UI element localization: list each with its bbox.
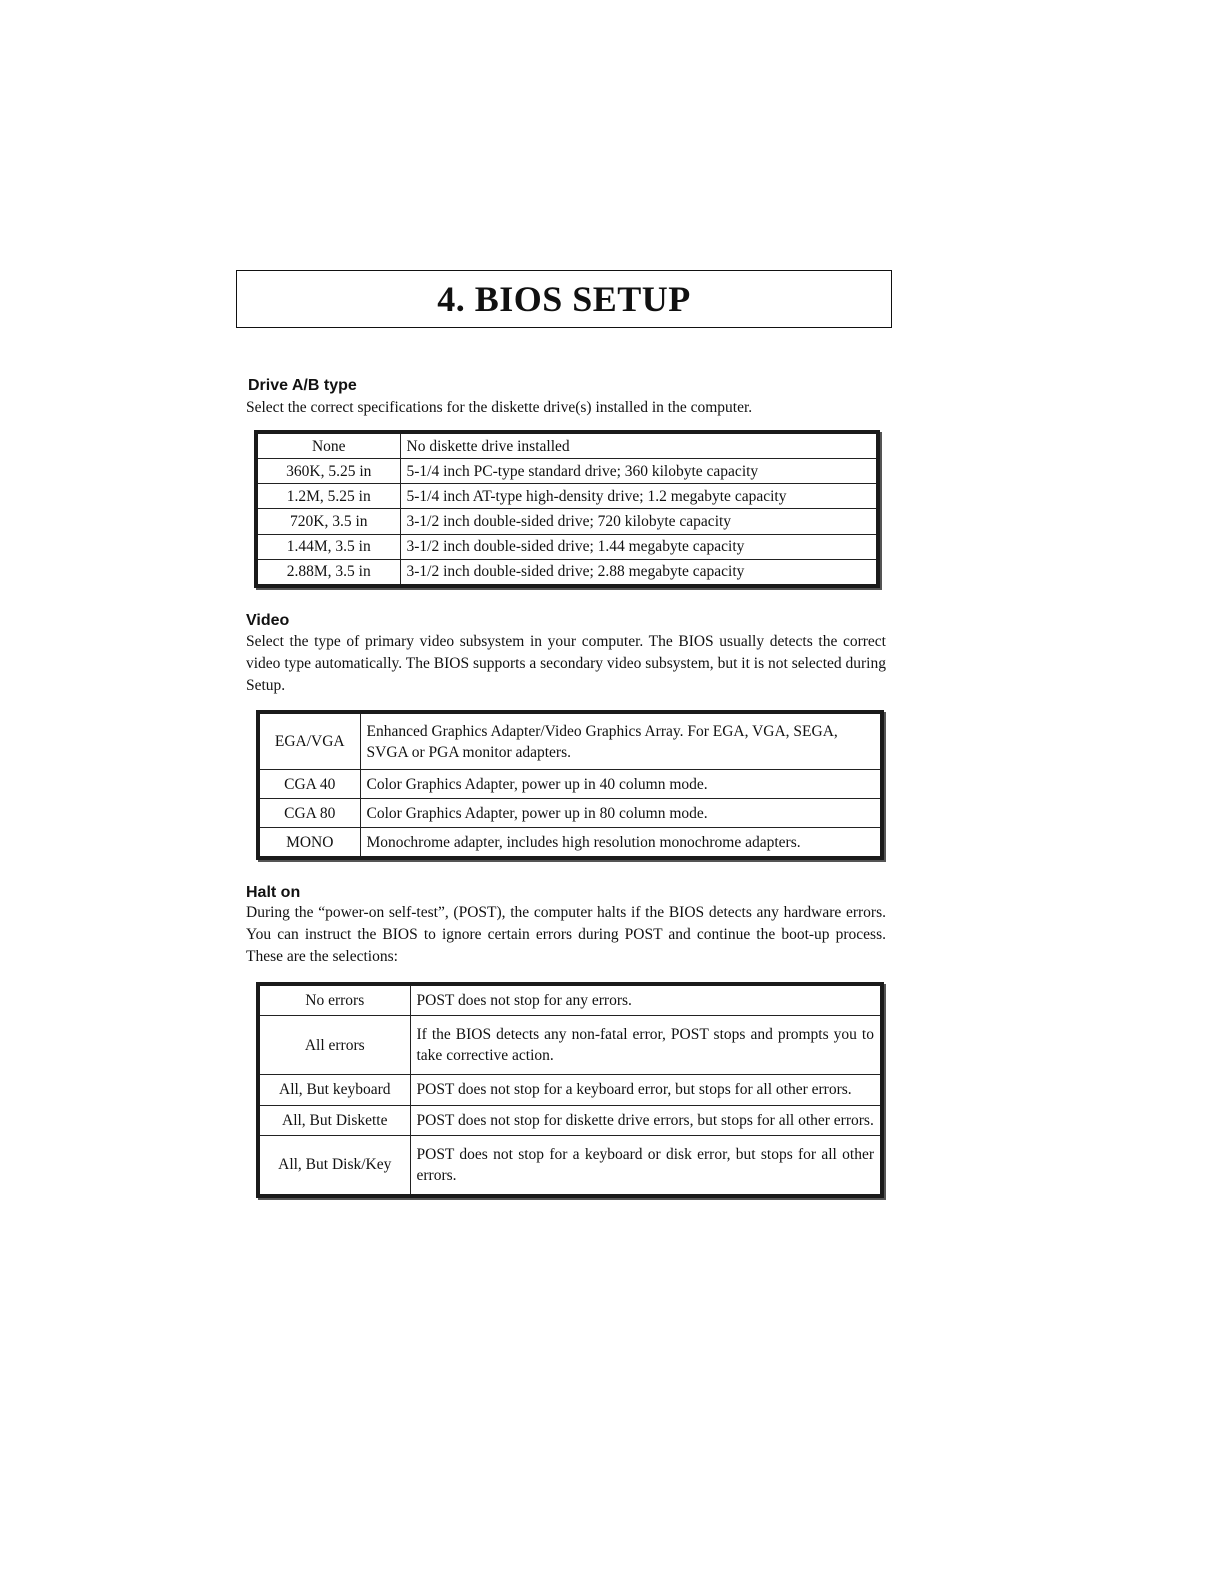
halt-option: All errors [260,1016,410,1075]
halt-description: During the “power-on self-test”, (POST), the computer halts if the BIOS detects any hardware errors. You can instruct the BIOS to ignore certain errors during POST and continue the boot-up process. These are the selections: [246,904,886,965]
video-table [256,710,884,860]
drive-option-desc: 3-1/2 inch double-sided drive; 1.44 megabyte capacity [400,534,876,559]
table-row [260,1105,880,1135]
halt-option: No errors [260,986,410,1016]
drive-description: Select the correct specifications for the diskette drive(s) installed in the computer. [246,399,753,416]
drive-option: 1.2M, 5.25 in [258,484,400,509]
drive-option-desc: 5-1/4 inch AT-type high-density drive; 1.2 megabyte capacity [400,484,876,509]
halt-option: All, But keyboard [260,1075,410,1105]
halt-option-desc: If the BIOS detects any non-fatal error, POST stops and prompts you to take corrective action. [410,1016,880,1075]
page-title: 4. BIOS SETUP [437,279,691,319]
drive-option: 2.88M, 3.5 in [258,559,400,584]
table-row [260,828,880,856]
halt-option-desc: POST does not stop for a keyboard or disk error, but stops for all other errors. [416,1145,874,1184]
halt-option-desc: POST does not stop for diskette drive errors, but stops for all other errors. [410,1105,880,1135]
drive-option-desc: 3-1/2 inch double-sided drive; 720 kilobyte capacity [400,509,876,534]
table-row [260,714,880,770]
halt-option: All, But Diskette [260,1105,410,1135]
video-option: EGA/VGA [260,714,360,770]
video-description: Select the type of primary video subsystem in your computer. The BIOS usually detects the correct video type automatically. The BIOS supports a secondary video subsystem, but it is not selected during Setup. [246,633,886,694]
video-option: CGA 80 [260,799,360,828]
table-row [260,770,880,799]
table-row [260,1135,880,1194]
table-row [258,484,876,509]
halt-option-desc: POST does not stop for a keyboard error, but stops for all other errors. [410,1075,880,1105]
table-row [258,434,876,459]
video-option-desc: Monochrome adapter, includes high resolution monochrome adapters. [366,833,801,851]
video-option: MONO [260,828,360,856]
drive-option: 360K, 5.25 in [258,459,400,484]
drive-option: None [258,434,400,459]
table-row [258,509,876,534]
halt-heading: Halt on [246,884,301,901]
halt-option-desc: POST does not stop for any errors. [410,986,880,1016]
table-row [258,534,876,559]
table-row [260,1075,880,1105]
drive-option: 720K, 3.5 in [258,509,400,534]
video-option: CGA 40 [260,770,360,799]
drive-heading: Drive A/B type [248,377,357,394]
drive-option: 1.44M, 3.5 in [258,534,400,559]
halt-option: All, But Disk/Key [260,1135,410,1194]
drive-option-desc: 3-1/2 inch double-sided drive; 2.88 megabyte capacity [406,563,745,581]
video-option-desc: Color Graphics Adapter, power up in 40 column mode. [360,770,880,799]
video-option-desc: Enhanced Graphics Adapter/Video Graphics Array. For EGA, VGA, SEGA, SVGA or PGA monitor adapters. [360,714,880,770]
halt-table [256,982,884,1198]
drive-table [254,430,880,588]
video-option-desc: Color Graphics Adapter, power up in 80 column mode. [360,799,880,828]
table-row [260,1016,880,1075]
video-heading: Video [246,612,290,629]
table-row [260,799,880,828]
table-row [260,986,880,1016]
drive-option-desc: 5-1/4 inch PC-type standard drive; 360 kilobyte capacity [400,459,876,484]
drive-option-desc: No diskette drive installed [400,434,876,459]
title-box [236,270,892,328]
table-row [258,459,876,484]
table-row [258,559,876,584]
